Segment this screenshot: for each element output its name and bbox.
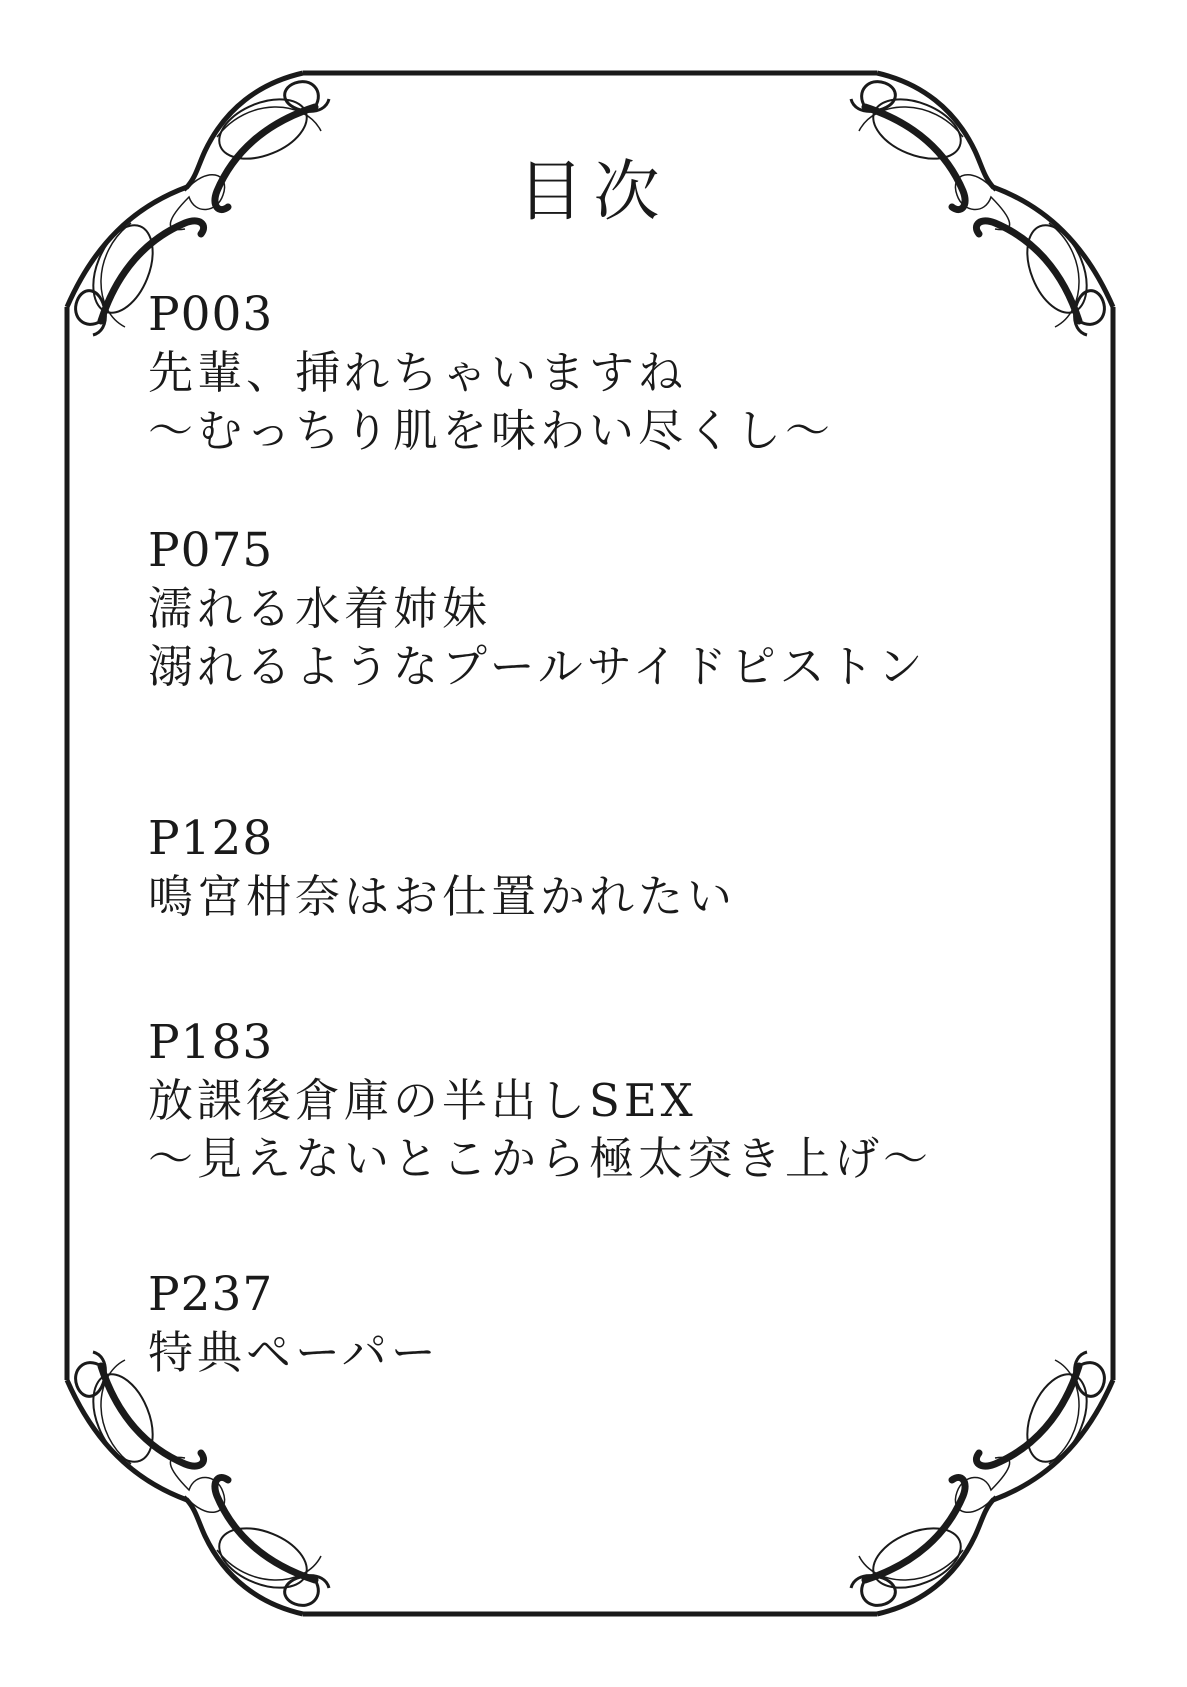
toc-title-line: 特典ペーパー (148, 1326, 440, 1379)
toc-entry (148, 286, 1097, 460)
toc-title-line: 放課後倉庫の半出しSEX (148, 1074, 697, 1127)
page-title: 目次 (517, 153, 670, 230)
toc-title-line: ～むっちり肌を味わい尽くし～ (148, 404, 835, 457)
toc-page-number: P075 (148, 523, 274, 578)
toc-list (148, 286, 1097, 1382)
toc-page-number: P003 (148, 287, 274, 342)
toc-entry (148, 1014, 1097, 1188)
toc-title-line: 濡れる水着姉妹 (148, 582, 492, 635)
toc-entry (148, 1266, 1097, 1382)
toc-page-number: P183 (148, 1015, 274, 1070)
toc-title-line: 鳴宮柑奈はお仕置かれたい (148, 870, 737, 923)
corner-flourish-icon (67, 1352, 329, 1614)
toc-entry (148, 810, 1097, 926)
corner-flourish-icon (851, 1352, 1113, 1614)
toc-title-line: ～見えないとこから極太突き上げ～ (148, 1132, 933, 1185)
toc-page-number: P128 (148, 811, 274, 866)
toc-page-number: P237 (148, 1267, 274, 1322)
toc-entry (148, 522, 1097, 696)
toc-title-line: 溺れるようなプールサイドピストン (148, 640, 927, 693)
toc-title-line: 先輩、挿れちゃいますね (148, 346, 688, 399)
